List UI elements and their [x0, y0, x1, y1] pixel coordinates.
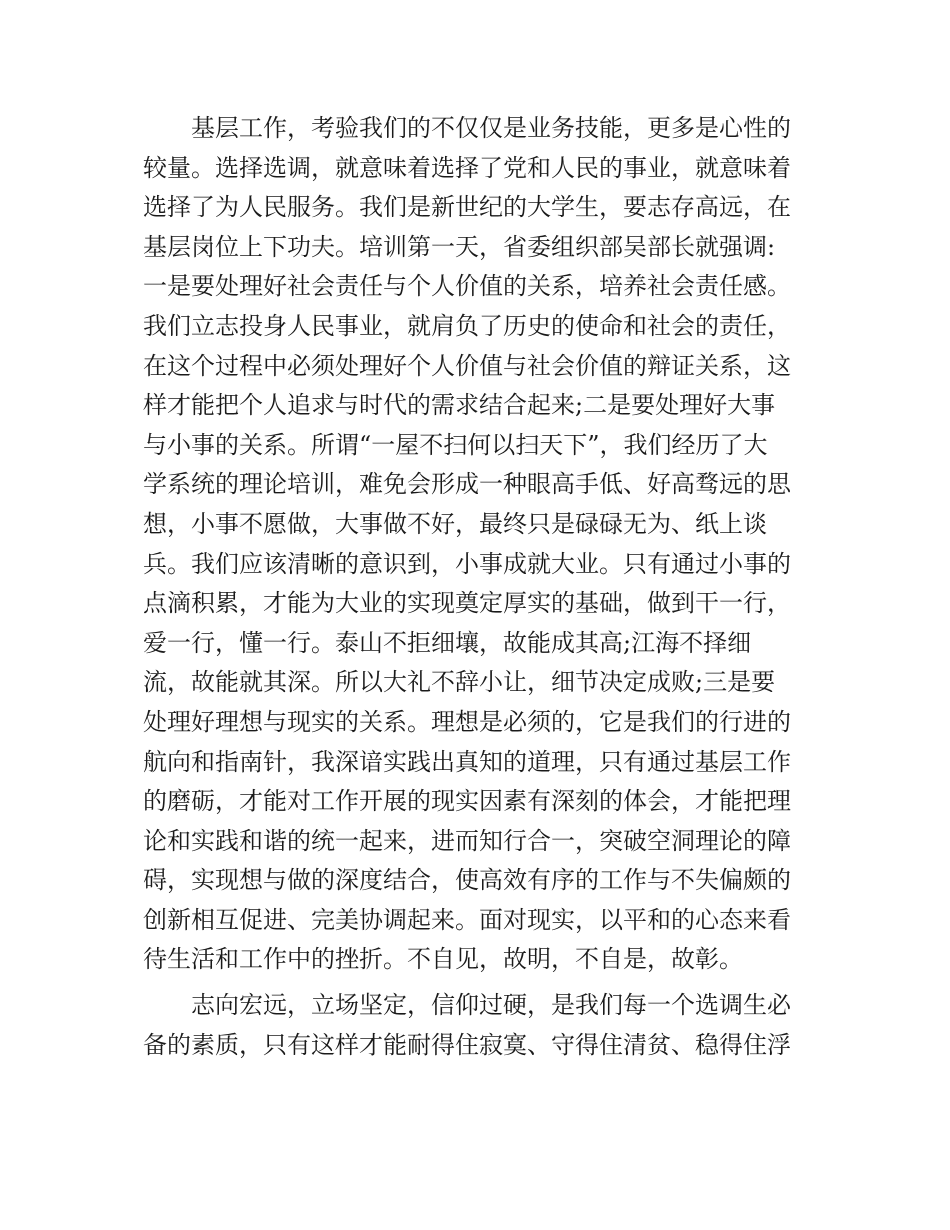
- text-line: 流，故能就其深。所以大礼不辞小让，细节决定成败;三是要: [143, 668, 776, 697]
- text-line: 较量。选择选调，就意味着选择了党和人民的事业，就意味着: [143, 153, 791, 182]
- text-line: 我们立志投身人民事业，就肩负了历史的使命和社会的责任，: [143, 311, 791, 340]
- text-line: 处理好理想与现实的关系。理想是必须的，它是我们的行进的: [143, 707, 791, 736]
- text-line: 在这个过程中必须处理好个人价值与社会价值的辩证关系，这: [143, 351, 791, 380]
- text-line: 论和实践和谐的统一起来，进而知行合一，突破空洞理论的障: [143, 826, 791, 855]
- text-line: 选择了为人民服务。我们是新世纪的大学生，要志存高远，在: [143, 193, 791, 222]
- text-line: 基层岗位上下功夫。培训第一天，省委组织部吴部长就强调:: [143, 232, 776, 261]
- text-line: 兵。我们应该清晰的意识到，小事成就大业。只有通过小事的: [143, 549, 791, 578]
- text-line: 想，小事不愿做，大事做不好，最终只是碌碌无为、纸上谈: [143, 509, 767, 538]
- text-line: 基层工作，考验我们的不仅仅是业务技能，更多是心性的: [191, 114, 791, 142]
- text-line: 学系统的理论培训，难免会形成一种眼高手低、好高骛远的思: [143, 470, 791, 499]
- text-line: 爱一行，懂一行。泰山不拒细壤，故能成其高;江海不择细: [143, 628, 752, 657]
- text-line: 备的素质，只有这样才能耐得住寂寞、守得住清贫、稳得住浮: [143, 1030, 791, 1059]
- text-line: 创新相互促进、完美协调起来。面对现实，以平和的心态来看: [143, 905, 791, 934]
- text-line: 样才能把个人追求与时代的需求结合起来;二是要处理好大事: [143, 391, 776, 420]
- body-text: [143, 109, 813, 1065]
- paragraph-2: [143, 986, 813, 1065]
- paragraph-1: [143, 109, 813, 980]
- text-line: 碍，实现想与做的深度结合，使高效有序的工作与不失偏颇的: [143, 866, 791, 895]
- text-line: 航向和指南针，我深谙实践出真知的道理，只有通过基层工作: [143, 747, 791, 776]
- text-line: 与小事的关系。所谓“一屋不扫何以扫天下”，我们经历了大: [143, 430, 768, 459]
- text-line: 的磨砺，才能对工作开展的现实因素有深刻的体会，才能把理: [143, 787, 791, 816]
- text-line: 一是要处理好社会责任与个人价值的关系，培养社会责任感。: [143, 272, 791, 301]
- text-line: 点滴积累，才能为大业的实现奠定厚实的基础，做到干一行，: [143, 589, 791, 618]
- text-line: 志向宏远，立场坚定，信仰过硬，是我们每一个选调生必: [191, 991, 791, 1020]
- text-line: 待生活和工作中的挫折。不自见，故明，不自是，故彰。: [143, 945, 743, 974]
